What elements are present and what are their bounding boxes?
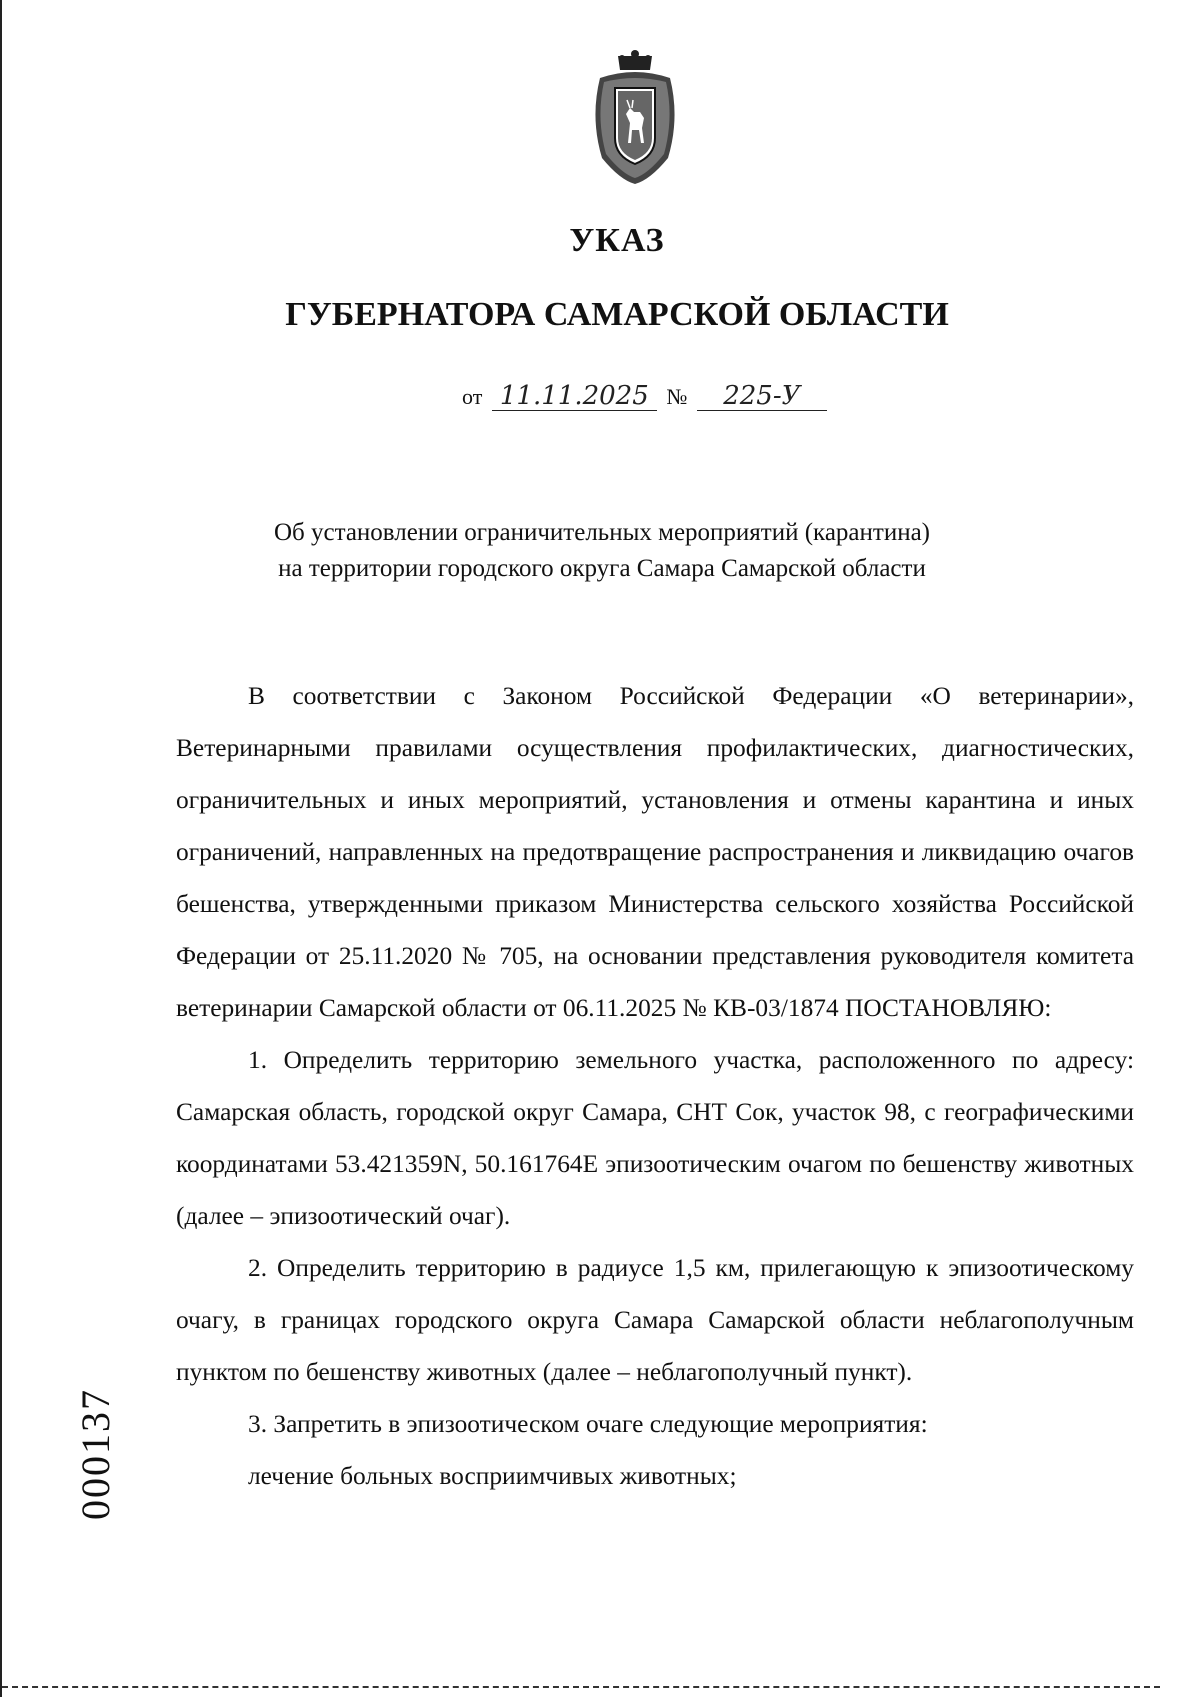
handwritten-number: 225-У (697, 382, 827, 411)
decree-body (176, 670, 1134, 1502)
subject-line-2: на территории городского округа Самара Самарской области (278, 555, 926, 582)
item-3-paragraph: 3. Запретить в эпизоотическом очаге следующие мероприятия: (248, 1410, 928, 1438)
document-title: УКАЗ (569, 222, 665, 259)
bottom-border-line (2, 1686, 1160, 1688)
document-issuer: ГУБЕРНАТОРА САМАРСКОЙ ОБЛАСТИ (285, 296, 949, 333)
item-3-subitem-1: лечение больных восприимчивых животных; (248, 1462, 737, 1490)
date-prefix: от (462, 384, 483, 409)
item-2-paragraph: 2. Определить территорию в радиусе 1,5 км, прилегающую к эпизоотическому очагу, в границах городского округа Самара Самарской области неблагополучным пунктом по бешенству животных (далее – неблагополучный пункт). (176, 1254, 1134, 1386)
side-serial-number: 000137 (73, 1388, 118, 1520)
date-number-line (462, 382, 862, 411)
decree-subject (152, 515, 1052, 587)
item-1-paragraph: 1. Определить территорию земельного участка, расположенного по адресу: Самарская область, городской округ Самара, СНТ Сок, участок 98, с географическими координатами 53.421359N, 50.161764E эпизоотическим очагом по бешенству животных (далее – эпизоотический очаг). (176, 1046, 1134, 1230)
subject-line-1: Об установлении ограничительных мероприятий (карантина) (273, 519, 931, 546)
number-prefix: № (666, 384, 688, 409)
handwritten-date: 11.11.2025 (492, 382, 657, 411)
samara-coat-of-arms-icon (580, 48, 690, 188)
preamble-paragraph: В соответствии с Законом Российской Федерации «О ветеринарии», Ветеринарными правилами осуществления профилактических, диагностических, ограничительных и иных мероприятий, установления и отмены карантина и иных ограничений, направленных на предотвращение распространения и ликвидацию очагов бешенства, утвержденными приказом Министерства сельского хозяйства Российской Федерации от 25.11.2020 № 705, на основании представления руководителя комитета ветеринарии Самарской области от 06.11.2025 № КВ-03/1874 ПОСТАНОВЛЯЮ: (176, 682, 1134, 1022)
